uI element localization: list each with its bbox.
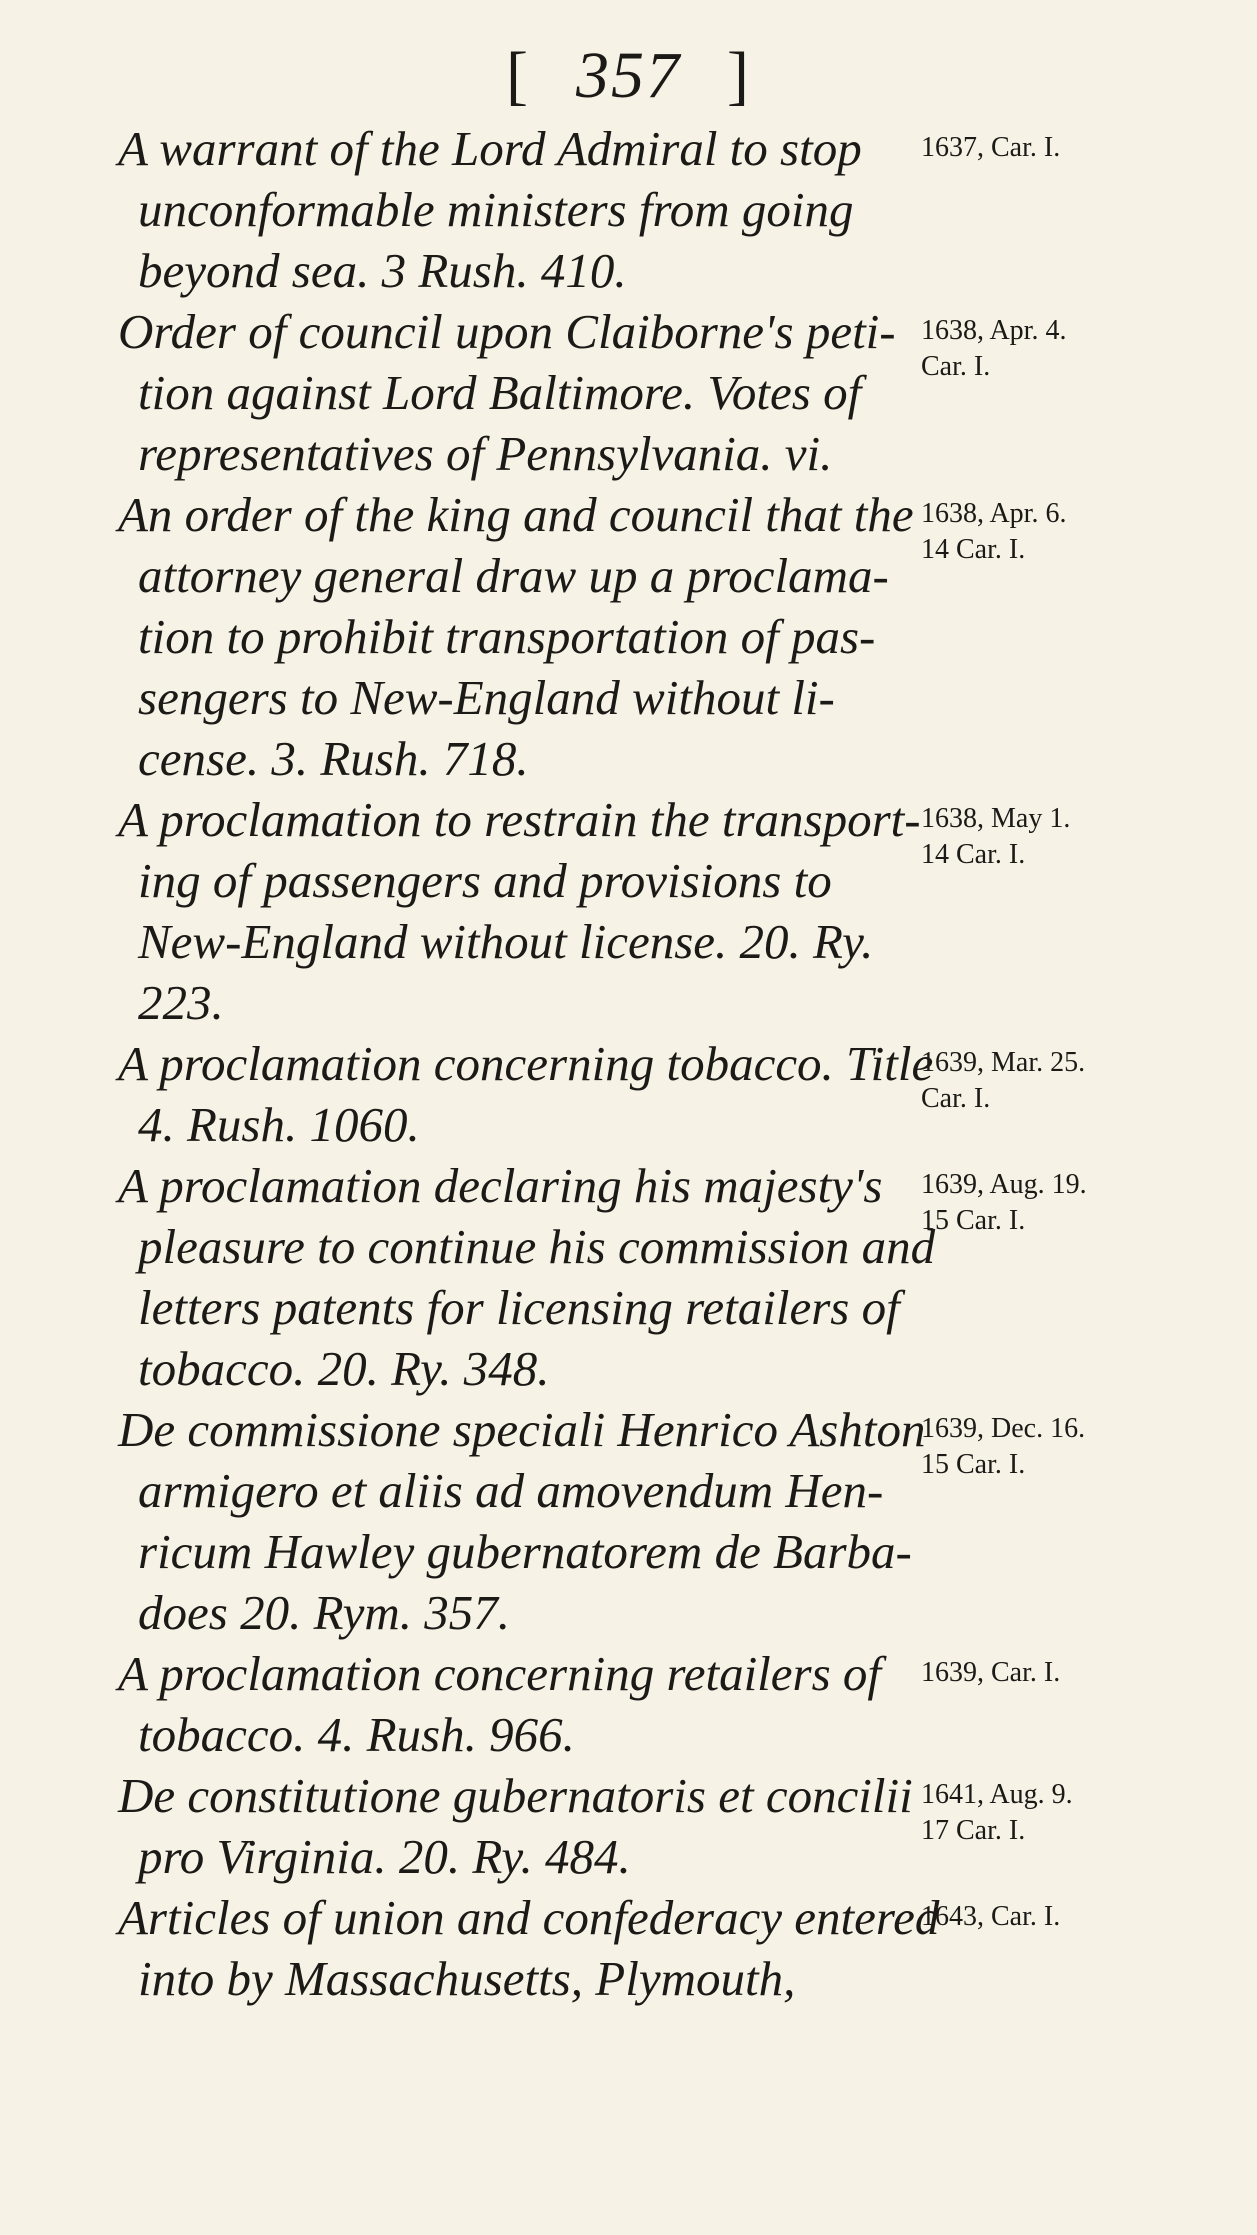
entry-line: Articles of union and confederacy entered	[118, 1890, 940, 1945]
margin-date-line: 1638, Apr. 6.	[921, 498, 1067, 529]
entry-line: ing of passengers and provisions to	[138, 853, 832, 908]
margin-date	[921, 1167, 1087, 1239]
entry-line: letters patents for licensing retailers of	[138, 1280, 900, 1335]
margin-date-line: 1637, Car. I.	[921, 132, 1061, 163]
entry-line: beyond sea. 3 Rush. 410.	[138, 243, 627, 298]
margin-date	[921, 130, 1060, 166]
margin-date-line: 1638, May 1.	[921, 803, 1071, 834]
entry-line: does 20. Rym. 357.	[138, 1585, 510, 1640]
margin-date	[921, 1411, 1085, 1483]
margin-date-line: Car. I.	[921, 1083, 991, 1114]
entry-line: into by Massachusetts, Plymouth,	[138, 1951, 796, 2006]
margin-date	[921, 313, 1066, 385]
entry-line: unconformable ministers from going	[138, 182, 854, 237]
entry-line: New-England without license. 20. Ry.	[138, 914, 874, 969]
margin-date-line: 1639, Dec. 16.	[921, 1413, 1086, 1444]
entry-list	[0, 118, 1257, 2009]
entry-line: De commissione speciali Henrico Ashton	[118, 1402, 926, 1457]
entry-line: ricum Hawley gubernatorem de Barba-	[138, 1524, 912, 1579]
entry-line: sengers to New-England without li-	[138, 670, 835, 725]
entry-line: A warrant of the Lord Admiral to stop	[118, 121, 862, 176]
entry-text	[118, 789, 921, 1033]
entry-text	[118, 1399, 926, 1643]
entry-line: A proclamation concerning retailers of	[118, 1646, 882, 1701]
entry-order-council-claiborne	[0, 301, 1257, 484]
margin-date-line: 14 Car. I.	[921, 839, 1026, 870]
entry-line: tion to prohibit transportation of pas-	[138, 609, 876, 664]
entry-line: cense. 3. Rush. 718.	[138, 731, 529, 786]
entry-constitutione-virginia	[0, 1765, 1257, 1887]
entry-line: A proclamation declaring his majesty's	[118, 1158, 883, 1213]
entry-line: tobacco. 4. Rush. 966.	[138, 1707, 575, 1762]
entry-text	[118, 1155, 936, 1399]
margin-date-line: 1639, Mar. 25.	[921, 1047, 1086, 1078]
entry-proclamation-retailers-tobacco	[0, 1643, 1257, 1765]
entry-text	[118, 301, 898, 484]
entry-line: representatives of Pennsylvania. vi.	[138, 426, 833, 481]
entry-articles-of-union	[0, 1887, 1257, 2009]
margin-date-line: Car. I.	[921, 351, 991, 382]
entry-line: tobacco. 20. Ry. 348.	[138, 1341, 550, 1396]
entry-line: An order of the king and council that the	[118, 487, 914, 542]
entry-line: pro Virginia. 20. Ry. 484.	[138, 1829, 631, 1884]
entry-order-attorney-general	[0, 484, 1257, 789]
entry-line: tion against Lord Baltimore. Votes of	[138, 365, 862, 420]
margin-date	[921, 1655, 1060, 1691]
entry-line: 4. Rush. 1060.	[138, 1097, 420, 1152]
margin-date	[921, 496, 1066, 568]
entry-line: Order of council upon Claiborne's peti-	[118, 304, 896, 359]
entry-line: De constitutione gubernatoris et concilii	[118, 1768, 913, 1823]
margin-date-line: 15 Car. I.	[921, 1449, 1026, 1480]
margin-date-line: 1638, Apr. 4.	[921, 315, 1067, 346]
page-number	[0, 38, 1257, 114]
margin-date-line: 1641, Aug. 9.	[921, 1779, 1073, 1810]
entry-text	[118, 484, 914, 789]
entry-text	[118, 118, 898, 301]
margin-date-line: 14 Car. I.	[921, 534, 1026, 565]
margin-date-line: 15 Car. I.	[921, 1205, 1026, 1236]
entry-line: A proclamation concerning tobacco. Title	[118, 1036, 934, 1091]
margin-date-line: 1639, Car. I.	[921, 1657, 1061, 1688]
entry-line: 223.	[138, 975, 224, 1030]
entry-text	[118, 1033, 934, 1155]
entry-line: A proclamation to restrain the transport-	[118, 792, 921, 847]
entry-text	[118, 1643, 898, 1765]
margin-date	[921, 1045, 1085, 1117]
entry-warrant-lord-admiral	[0, 118, 1257, 301]
entry-commissione-ashton	[0, 1399, 1257, 1643]
entry-line: pleasure to continue his commission and	[138, 1219, 936, 1274]
entry-proclamation-licensing-retailers	[0, 1155, 1257, 1399]
entry-line: armigero et aliis ad amovendum Hen-	[138, 1463, 884, 1518]
margin-date-line: 17 Car. I.	[921, 1815, 1026, 1846]
entry-line: attorney general draw up a proclama-	[138, 548, 889, 603]
margin-date	[921, 1777, 1073, 1849]
page-bracket-open: [	[506, 39, 530, 112]
margin-date-line: 1643, Car. I.	[921, 1901, 1061, 1932]
page-bracket-close: ]	[727, 39, 751, 112]
margin-date	[921, 801, 1070, 873]
entry-text	[118, 1765, 913, 1887]
entry-proclamation-tobacco	[0, 1033, 1257, 1155]
margin-date-line: 1639, Aug. 19.	[921, 1169, 1087, 1200]
margin-date	[921, 1899, 1060, 1935]
page-number-value: 357	[576, 39, 681, 112]
entry-text	[118, 1887, 940, 2009]
entry-proclamation-restrain-transport	[0, 789, 1257, 1033]
